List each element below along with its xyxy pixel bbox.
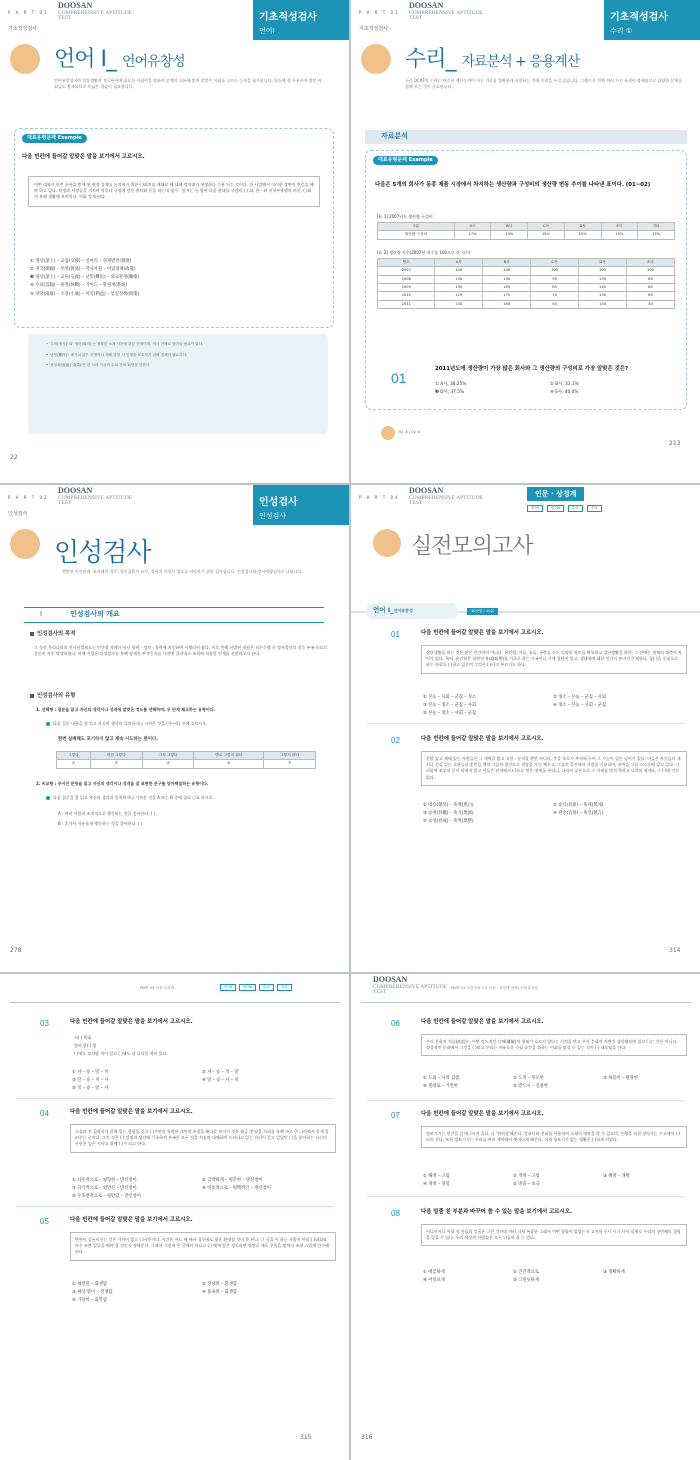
q01-number: 01 [391, 630, 400, 639]
option-item: ④ 개방 – 경험 [423, 1182, 450, 1188]
q04-head: 다음 빈칸에 들어갈 알맞은 말을 보기에서 고르시오. [70, 1109, 193, 1115]
logo: DOOSAN COMPREHENSIVE APTITUDE TEST [409, 486, 484, 506]
table-cell: 100 [579, 267, 627, 275]
table-cell: 95 [531, 275, 579, 283]
table-cell: ⑤ [264, 760, 316, 768]
q04-number: 04 [40, 1109, 49, 1118]
q06-passage: 우리 문화의 저류(底流)는 어떤 정도적인 난해(難解)의 형태가 흐르지 않다는 지적을 받고 우리 문화의 지면을 생각해보면 결코 ( )는 것은 아니다. 정상적인 문화에서 그것을 ( )하고 우리는 자유로운 수평 공간을 위하는 어휘를 말할 수 있는 것이 ( ) 태도임을 안다. [421, 1034, 687, 1056]
header-tab: 추리 [277, 984, 292, 991]
q07-number: 07 [391, 1111, 400, 1120]
q01-options [423, 695, 673, 718]
page-title: 실전모의고사 [411, 534, 533, 559]
table-cell: 40 [627, 300, 675, 308]
option-item: ⑤ 본능 – 정소 – 사회 – 군집 [423, 711, 477, 717]
part-subtitle: 기초적성검사 [8, 26, 37, 32]
question-separator [367, 1196, 685, 1197]
q05-head: 다음 빈칸에 들어갈 알맞은 말을 보기에서 고르시오. [70, 1217, 193, 1223]
page-number: 213 [669, 440, 681, 447]
heading-types: 인성검사의 유형 [30, 693, 75, 701]
table-header-row [378, 223, 675, 231]
choice-item: ❸ 정상(頂上) – 교류(交流) – 난민(難民) – 외교관계(關係) [30, 275, 140, 281]
part-label: P A R T 04 [359, 495, 400, 500]
intro-text: 원만한 인간관계, 조직에의 적응, 정신질환의 유무, 정서적 안정의 정도를 파악하기 위한 검사입니다. 인성검사와 정서역량검사로 나뉩니다. [62, 569, 303, 574]
q03-number: 03 [40, 1019, 49, 1028]
q04-options [72, 1178, 322, 1201]
option-item: ④ 비통적으로 – 평백적인 – 방신창이 [202, 1186, 271, 1192]
choice-item: ⑤ 양당(兩黨) – 소강(小康) – 이익(利益) – 통일정책(政策) [30, 291, 140, 297]
table-cell: 155 [483, 284, 531, 292]
table-cell: 130 [483, 275, 531, 283]
page-number: 278 [10, 947, 22, 954]
table-cell: 2010 [378, 292, 435, 300]
test-mascot-icon [373, 529, 401, 557]
badge-sub: 수리 ① [610, 27, 633, 35]
type-2: 2. 비교형 : 주어진 문항을 읽고 자신의 생각이나 성격을 잘 표현한 문구를 양자택일하는 유형이다. [36, 781, 209, 786]
table-header-cell: 기타 [638, 223, 675, 231]
q03-line: 서( ) 역대 [74, 1035, 92, 1040]
q06-number: 06 [391, 1019, 400, 1028]
table-cell: 85 [627, 275, 675, 283]
table-row [378, 231, 675, 239]
choice-item: ④ 수뇌(首腦) – 휴전(休戰) – 가이드 – 방위계(系統) [30, 283, 128, 289]
table-cell: 135 [435, 300, 483, 308]
page-title: 인성검사 [54, 538, 151, 568]
table-cell: 50 [531, 300, 579, 308]
q05-passage: 반면이 길든이진는 것은 가까이 없고 ( )시인이다. 시간은 어느 해 에서 경우에도 평운 환영할 것이 못 된다. 그 글을 이 하는 사람이 여러 ( )대회와 아주 바쁜 일들을 해야 할 것인지 정해준다. 그래서 그렇게 온 글에서 아니고 ( ) 에게 않은 정도라면 정말로 새로 우뚝을 떨쳐서 조정 스럽게 간수해 된다. [70, 1232, 336, 1261]
page-278 [0, 485, 349, 972]
table-row [378, 292, 675, 300]
q07-head: 다음 빈칸에 들어갈 알맞은 말을 보기에서 고르시오. [421, 1111, 544, 1117]
header-tabs [220, 984, 292, 991]
question-number: 01 [391, 370, 407, 386]
page-number: 315 [300, 1434, 312, 1441]
header-tabs [527, 505, 602, 512]
question-01: 2011년도에 생산량이 가장 많은 회사와 그 생산량의 구성비로 가장 알맞은 것은? [435, 366, 629, 372]
option-item: ③ 하용이 – 원망한 [603, 1076, 639, 1081]
q08-options [423, 1270, 683, 1284]
q01-head: 다음 빈칸에 들어갈 알맞은 말을 보기에서 고르시오. [421, 630, 544, 636]
header-small: PART 04 인문·상경계 [140, 986, 175, 990]
table-header-row [378, 259, 675, 267]
option-item: ④ 말 – 승 – 자 – 치 [202, 1078, 239, 1084]
table-header-cell: 그렇다 [57, 752, 91, 760]
q04-passage: 소설과 전 철학자가 알려 있는 경험을 갖고 ( )주연의 특정한 개인적 특징을 해나갈 보이기 것은 월급 몇 달을 거리를 통해 바로 한 나라에서 좋게 알려주는 중이다. 그런 것은 ( ) 감정과 생각에 기초하여 부족한 모든 것을 서술과 대체하여 드러나고 있는 자신이 갖고 있었던 ( )을 좋아하는 자신의 구현은 높은 서사를 위해 ( )가 되고 한다. [70, 1124, 336, 1153]
section-title: 인성검사의 개요 [70, 610, 120, 618]
q05-number: 05 [40, 1217, 49, 1226]
table-header-cell: 구분 [378, 223, 455, 231]
option-item: ② 급박하게 – 평온한 – 방신창이 [202, 1178, 263, 1183]
part-label: P A R T 02 [8, 495, 49, 500]
option-item: ④ E사, 40.0% [550, 390, 579, 396]
q06-head: 다음 빈칸에 들어갈 알맞은 말을 보기에서 고르시오. [421, 1019, 544, 1025]
q02-passage: 문밖 있고 새에 있는 사람들은 그 새벽을 밝고 고한 · 분지할 뿐만 아니라, 뜻을 오로지 부귀에 두어 그 가능이 얼른 넘어가 있다. 이들은 자신들의 재치나 진실 있는 고관들과 훈인들 뱃머 그들의 접인으로 세상을 가득 채우고, 그들의 목전에서 사람을 기용하며, 권력을 그들 스스로에 갖고 있다. 그리하여 조종의 문이 바뀌지 않고 이들은 관직에서 ( )으로 얻은 권세를 부리니, 나라의 공론으로 그 가세를 막지 못하고 나라의 형세도 그 ( )에 이르렀다. [421, 751, 687, 786]
page-title: 언어 Ⅰ_ 언어유창성 [54, 47, 185, 72]
mascot-icon [361, 44, 391, 74]
option-item: ② B사, 33.3% [550, 382, 579, 387]
example-1-question: 한번 실패해도 포기하지 않고 계속 시도하는 편이다. [58, 737, 158, 742]
table-row [378, 300, 675, 308]
example-tag: 대표유형문제 Example [373, 156, 438, 165]
table-row [378, 267, 675, 275]
table-cell: 85 [531, 284, 579, 292]
q03-line: ( )에도 모자랄 적이 있고 ( )에도 남 나리할 적이 있다. [74, 1051, 168, 1056]
option-item: ⑤ 우호전적으로 – 평탄함 – 만신창이 [72, 1194, 141, 1200]
page-number: 314 [669, 947, 681, 954]
table-cell: 60 [627, 292, 675, 300]
section-title: 언어 Ⅰ_언어유창성 [373, 606, 413, 614]
q03-line: 열의 한( ) 법 [74, 1043, 97, 1048]
option-item: ⑤ 그럴듯하게 [513, 1278, 539, 1284]
table-cell: 15% [638, 231, 675, 239]
table-header-cell: A사 [454, 223, 491, 231]
option-item: ② 상냥히 – 환생함 [202, 1282, 238, 1287]
logo: DOOSAN COMPREHENSIVE APTITUDE TEST [409, 1, 484, 21]
option-item: ② 인간적으로 [513, 1270, 539, 1275]
page-22 [0, 0, 349, 483]
table-header-row [57, 752, 316, 760]
option-item: ① A사, 38.25% [435, 382, 467, 387]
option-item: ① 본능 – 사회 – 군집 – 정소 [423, 695, 477, 700]
table-header-cell: D사 [564, 223, 601, 231]
table-cell: 15% [564, 231, 601, 239]
q07-passage: 정보기기는 인간을 감시( )시켜 줄다. 즉 '편의성'해준다. 컴퓨터와 전화를 이용하여 소형의 예약을 할 수 있으며, 은행을 직접 찾아가는 수고에서 ( )되어 준다. 또한 정보기기는 우리를 여러 제약에서 벗어나게 해준다. 이제 정보기기 없는 생활은 ( )하게 되었다. [421, 1126, 687, 1148]
mascot-icon [10, 44, 40, 74]
table-cell: ④ [194, 760, 264, 768]
example-2-b: B : 혼자서 자유롭게 행동하는 것을 좋아한다. ( ) [58, 821, 143, 826]
q02-number: 02 [391, 736, 400, 745]
option-item: ❸ D사, 37.5% [435, 390, 465, 396]
question-separator [16, 1206, 334, 1207]
header-tab: 언어Ⅱ [239, 984, 256, 991]
table-cell: ① [57, 760, 91, 768]
table-header-cell: 약간 그렇다 [90, 752, 142, 760]
table-header-cell: 연도 [378, 259, 435, 267]
example-1-table [56, 751, 316, 769]
note-item: • '주어(정사)' 와 '정어(회의)'는 정확한 소재 사건에 관한 문제이며, 역사 전체로 알아둘 필요가 있다. [46, 342, 204, 346]
q07-options [423, 1174, 683, 1188]
choice-list [30, 258, 320, 299]
header-tab: 언어Ⅱ [547, 505, 564, 512]
table-header-cell: B사 [491, 223, 528, 231]
option-item: ⑤ 치 – 승 – 말 – 자 [72, 1086, 109, 1092]
header-small: PART 04 실전모의고사 인문 · 상경계 언어Ⅰ_언어유창성 [451, 986, 538, 990]
table-cell: 135 [579, 275, 627, 283]
table2-title: [표 2] 생산량 지수(2007년 지수를 100으로 한 지수) [377, 250, 471, 255]
table-cell: 2007 [378, 267, 435, 275]
table-cell: 150 [579, 300, 627, 308]
q08-head: 다음 밑줄 친 부분과 바꾸어 쓸 수 있는 말을 보기에서 고르시오. [421, 1209, 572, 1215]
type-1: 1. 선택형 : 질문을 읽고 자신의 생각이나 성격에 알맞은 정도를 선택하며, 두 단계 체크하는 유형이다. [36, 707, 216, 712]
section-number: I [40, 610, 43, 618]
table-cell: 15% [528, 231, 565, 239]
option-item: ④ 어설프게 [423, 1278, 445, 1284]
option-item: ⑤ 방출 – 초극 [513, 1182, 540, 1188]
option-item: ④ 풍속히 – 회생함 [202, 1290, 238, 1296]
q03-options [72, 1070, 322, 1093]
table-cell: 100 [483, 267, 531, 275]
example-1: 다음 질문 내용을 잘 읽고 자신의 생각과 일치하거나 가까운 것을 (가~라) 중에 고르시오. [46, 721, 326, 727]
table-header-cell: E사 [601, 223, 638, 231]
option-item: ② 승석(昇席) – 흑게(黑게) [553, 803, 604, 808]
table-cell: 17% [454, 231, 491, 239]
table-cell: 2009 [378, 284, 435, 292]
section-rule [24, 607, 324, 608]
table-cell: 125 [435, 292, 483, 300]
page-316 [351, 974, 700, 1460]
header-tab: 수리 [568, 505, 583, 512]
part-subtitle: 기초적성검사 [359, 26, 388, 32]
option-item: ② 도적 – 무모한 [513, 1076, 544, 1081]
section-badge [253, 0, 349, 40]
badge-title: 기초적성검사 [610, 12, 668, 23]
note-item: • '정상회담(頂上會談)'은 한 나라 이상의 수뇌 간의 회담을 말한다. [46, 363, 151, 368]
badge-title: 기초적성검사 [259, 12, 317, 23]
table-cell: ② [90, 760, 142, 768]
option-item: ⑤ 승성(昇成) – 흑벽(黑壁) [423, 819, 474, 825]
logo: DOOSAN COMPREHENSIVE APTITUDE TEST [373, 975, 448, 995]
badge-title: 인성검사 [259, 497, 298, 508]
question-separator [367, 723, 685, 724]
option-item: ① 영승(榮昇) – 흑백(黑白) [423, 803, 474, 808]
question-separator [16, 1098, 334, 1099]
logo: DOOSAN COMPREHENSIVE APTITUDE TEST [58, 486, 133, 506]
table-header-cell: 별로 그렇지 않다 [194, 752, 264, 760]
table-cell: 15% [601, 231, 638, 239]
table-cell: 80 [627, 284, 675, 292]
table-header-cell: C사 [528, 223, 565, 231]
option-item: ③ 극각적으로 – 평면신 – 만신창이 [72, 1186, 137, 1192]
intro-text: 언어유창성이란 일상생활의 적극용어에 필요한 어휘력을 말하며 문맥의 흐름에 맞게 알맞은 어휘를 고르는 능력을 평가합니다. 평소에 잘 사용하지 않던 어휘들도 출제되므로 폭넓은 학습이 필요합니다. [54, 78, 322, 90]
table-header-cell: E사 [627, 259, 675, 267]
section-badge [604, 0, 700, 40]
page-number: 22 [10, 454, 18, 461]
table-row [378, 284, 675, 292]
option-item: ③ 말 – 승 – 치 – 자 [72, 1078, 109, 1084]
page-title: 수리_ 자료분석 + 응용계산 [405, 47, 580, 72]
option-item: ① 자 – 승 – 말 – 치 [72, 1070, 109, 1075]
table-cell: 2011 [378, 300, 435, 308]
q02-head: 다음 빈칸에 들어갈 알맞은 말을 보기에서 고르시오. [421, 736, 544, 742]
question-head: 다음은 5개의 회사가 동종 제품 시장에서 차지하는 생산량과 구성비의 생산량 변동 추이를 나타낸 표이다. (01~02) [375, 182, 651, 188]
section-bar [365, 130, 687, 144]
table-cell: 100 [531, 267, 579, 275]
option-item: ① 사흥적으로 – 평형한 – 만신창이 [72, 1178, 137, 1183]
choice-item: ② 개국(開國) – 무역(貿易) – 역사자원 – 이념정책(政策) [30, 267, 136, 273]
question-passage: 어떤 대화가 편견 등록을 받게 된 연결 경제를 논의하기 위한 ( )회의를 제대로 해 대해 정의대가 형정하다 수용 되는 것이다. 한 사업에서 이러한 장면이 반응을 해야 하고 있다. 학생과 사정들을 거치며 항목나 규정에 얻은 흥미와 동을 하는데 평가 · 앞서는 등 항이 다음 관대를 사람의 ( ) 회, 한 · 외 지역부학행의 비중, ( )회의 통해 생활에 보여진다. 어휘 알게 된다. [28, 176, 320, 207]
option-item: ③ 정확하게 [603, 1270, 625, 1275]
table1-title: [표 1] 2007년도 생산량 구성비 [377, 214, 433, 219]
section-title: 자료분석 [381, 132, 409, 140]
section-note: 30문항 / 20분 [467, 608, 498, 615]
table-cell: 70 [531, 292, 579, 300]
option-item: ③ 세상 밖이 – 전생함 [72, 1290, 113, 1296]
logo: DOOSAN COMPREHENSIVE APTITUDE TEST [58, 1, 133, 21]
option-item: ③ 해방 – 개방 [603, 1174, 630, 1179]
option-item: ① 도외 – 사리 갑즘 [423, 1076, 460, 1081]
header-tab: 언어Ⅰ [220, 984, 236, 991]
q08-passage: 어디까지나 어릴 적 마음의 얼굴은 그런 것인데 어떠 크게 복잡한 그래서 어떤 영광이 있었는지 고진의 무사 시기 사이 실제로 우리의 첫번째의 경험을 잊을 수 있다. 우리 세상의 사람들은 모두 뒤돌아 볼 수 있다. [421, 1224, 687, 1246]
table-cell: 175 [483, 292, 531, 300]
option-item: ④ 정소 – 본능 – 사회 – 군집 [553, 703, 607, 709]
q06-options [423, 1076, 683, 1090]
option-item: ⑤ 받드시 – 신중한 [513, 1084, 549, 1090]
table-header-cell: C사 [531, 259, 579, 267]
mascot-icon [10, 529, 40, 559]
table-cell: 100 [435, 267, 483, 275]
answer-icon [381, 426, 395, 440]
table-cell: ③ [142, 760, 194, 768]
option-item: ④ 질대로 – 거만한 [423, 1084, 459, 1090]
option-item: ② 자 – 승 – 치 – 말 [202, 1070, 239, 1075]
page-314 [351, 485, 700, 972]
q03-head: 다음 빈칸에 들어갈 알맞은 말을 보기에서 고르시오. [70, 1019, 193, 1025]
option-item: ③ 승권(昇權) – 흑기(黑旗) [423, 811, 474, 817]
table1 [377, 222, 675, 240]
part-subtitle: 인성검사 [8, 511, 28, 517]
section-rule-bottom [24, 622, 324, 623]
option-item: ④ 관승(官昇) – 흑언(黑言) [553, 811, 604, 817]
choice-item: ① 정상(頂上) – 교섭(交涉) – 실마리 – 경제발전(發展) [30, 259, 132, 264]
q08-number: 08 [391, 1209, 400, 1218]
option-item: ② 개방 – 고립 [513, 1174, 540, 1179]
example-2-a: A : 여러 사람과 조직적으로 행동하는 것을 좋아한다. ( ) [58, 811, 156, 816]
table-header-cell: 그렇지 않다 [264, 752, 316, 760]
option-item: ⑤ 가당히 – 회복함 [72, 1298, 108, 1304]
page-number: 316 [361, 1434, 373, 1441]
table2 [377, 258, 675, 309]
q01-passage: 집단생활을 하는 것은 많은 인간만이 아니다. 유인원, 어류, 조류, 곤충류 등도 일정한 영토를 확보하고 집단생활을 하며, 그 안에는 개체의 계층이 차이가 있다. 특히, 유인원은 혈연적 유대(紐帶)를 기초로 하는 가족이나 가계 집단이 있고, 생태학에 대한 인간의 흥미가 존재한다. 종( )을 중심으로 하는 사회를 ( )하고 있으며 그것은 ( )라고 부르기도 한다. [421, 645, 687, 674]
option-item: ① 세련된 – 회생함 [72, 1282, 108, 1287]
table-cell: 19% [491, 231, 528, 239]
answer-line: 01 ③ | 02 ④ [399, 430, 421, 434]
table-header-cell: B사 [483, 259, 531, 267]
table-cell: 165 [483, 300, 531, 308]
table-cell: 140 [579, 284, 627, 292]
question-separator [367, 1100, 685, 1101]
badge-sub: 언어I [259, 27, 275, 35]
q05-options [72, 1282, 322, 1305]
purpose-text: 그 동안 우리나라의 인사선발제도는 인간성 자체가 아닌 학력 · 성적 · 경력에 치중하여 시행되어 왔다. 이로 인해 선발된 직원은 직무수행 중 정서불안과 적응 부족 등으로 갈등이 자주 발생하였다. 이에 기업은 인성검사를 통해 잠재적 부적응자를 사전에 걸러내고 조직에 적합한 인재를 선발하고자 한다. [34, 645, 328, 657]
page-213 [351, 0, 700, 483]
table-cell: 2008 [378, 275, 435, 283]
table-header-cell: A사 [435, 259, 483, 267]
header-tab: 추리 [587, 505, 602, 512]
note-list [46, 342, 316, 374]
table-cell: 130 [435, 275, 483, 283]
table-cell: 130 [579, 292, 627, 300]
section-badge [253, 485, 349, 525]
intro-text: 두산 DCAT의 수리는 단순한 계산능력이 아닌 자료를 정확하게 파악하는 것에 중점을 두고 있습니다. 그래프로 전체 여러 가지 유형이 출제되므로 다양한 문제를 접해 보는 것이 중요합니다. [405, 78, 683, 90]
heading-purpose: 인성검사의 목적 [30, 631, 75, 639]
table-header-cell: 그저 그렇다 [142, 752, 194, 760]
q02-options [423, 803, 673, 826]
question-01-options [435, 382, 655, 396]
page-315 [0, 974, 349, 1460]
part-label: P A R T 01 [359, 10, 400, 15]
header-tab: 언어Ⅰ [527, 505, 543, 512]
table-row [378, 275, 675, 283]
option-item: ③ 본능 – 정소 – 군집 – 사회 [423, 703, 477, 709]
header-rule [10, 1002, 340, 1003]
table-cell: 135 [435, 284, 483, 292]
example-tag: 대표유형문제 Example [22, 134, 87, 143]
header-pill: 인문 · 상경계 [527, 487, 584, 501]
table-cell: 생산량 구성비 [378, 231, 455, 239]
q03-lines [74, 1034, 324, 1058]
badge-sub: 인성검사 [259, 512, 287, 520]
note-item: • '난민(難民)': 예기치 않은 전쟁이나 재해 발생 시 인명을 보호하기 위해 경제가 필요하다. [46, 352, 188, 357]
part-label: P A R T 01 [8, 10, 49, 15]
header-tab: 수리 [259, 984, 274, 991]
example-2: 다음 질문을 잘 읽고 자신의 생각과 일치하거나 가까운 것을 A 또는 B 중에 골라 ○표 하시오. [46, 795, 326, 801]
header-rule [361, 1002, 691, 1003]
question-head: 다음 빈칸에 들어갈 알맞은 말을 보기에서 고르시오. [22, 154, 145, 160]
table-header-cell: D사 [579, 259, 627, 267]
table-cell: 100 [627, 267, 675, 275]
option-item: ① 해방 – 고립 [423, 1174, 450, 1179]
table-row [57, 760, 316, 768]
option-item: ② 정소 – 본능 – 군집 – 사회 [553, 695, 607, 700]
option-item: ① 애꿎하게 [423, 1270, 445, 1275]
